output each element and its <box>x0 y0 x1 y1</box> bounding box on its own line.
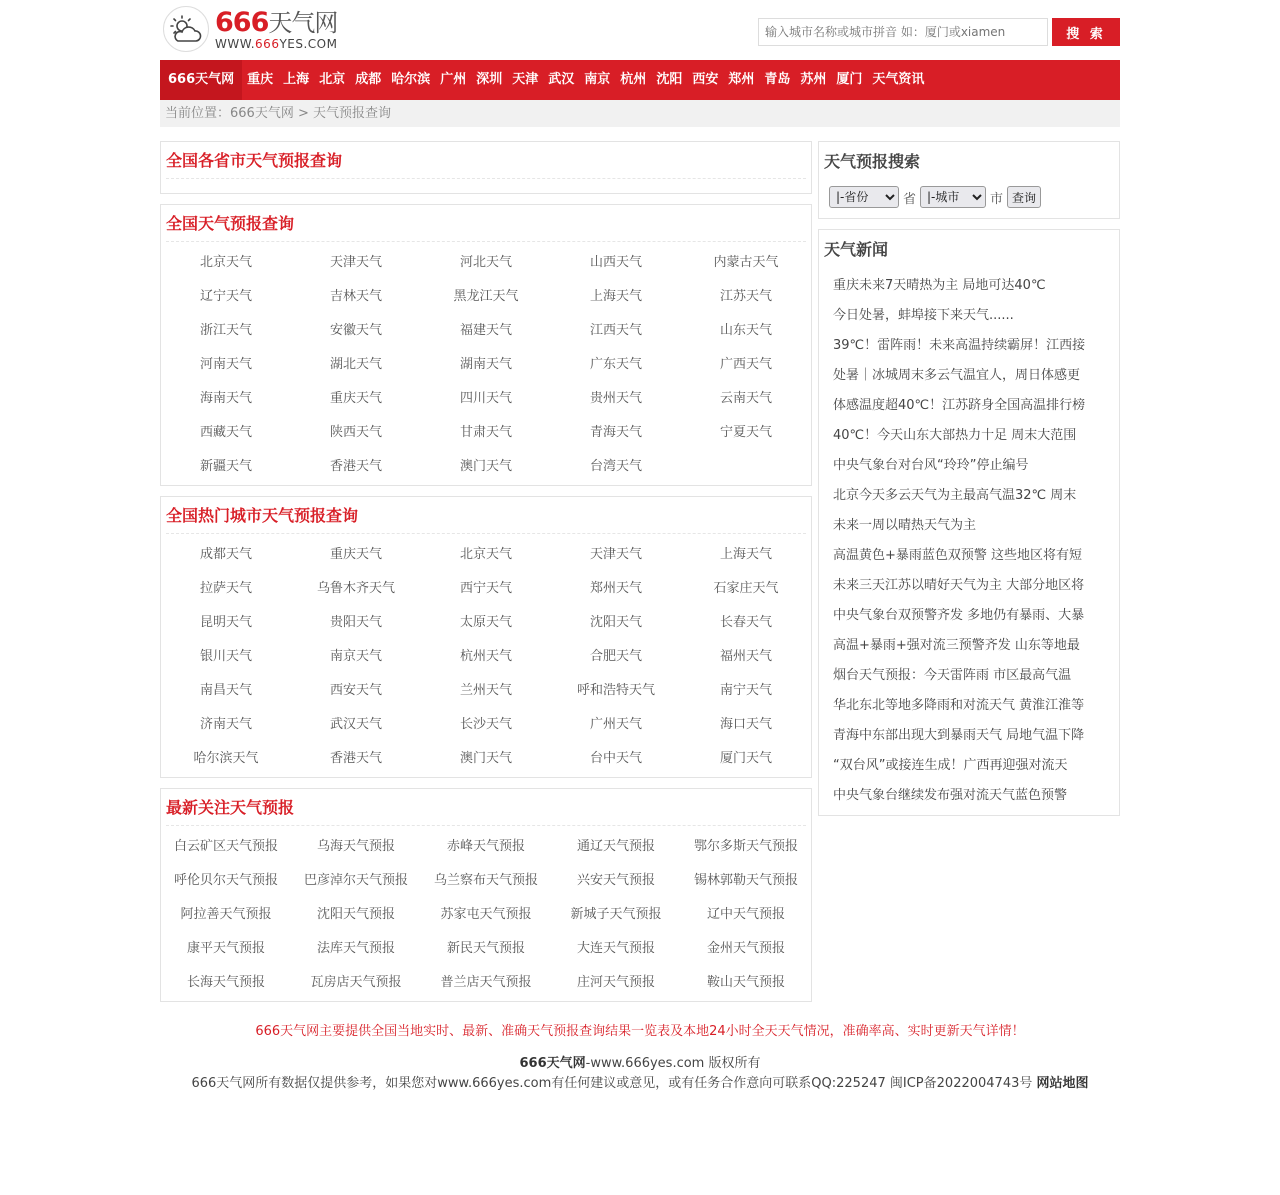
weather-link[interactable]: 巴彦淖尔天气预报 <box>303 873 408 888</box>
national-weather-box <box>160 204 812 486</box>
section-title: 全国天气预报查询 <box>166 205 806 242</box>
news-item[interactable]: 今日处暑，蚌埠接下来天气...... <box>833 308 1014 323</box>
weather-link[interactable]: 长海天气预报 <box>186 975 265 990</box>
weather-link[interactable]: 贵州天气 <box>589 391 642 406</box>
weather-link[interactable]: 呼伦贝尔天气预报 <box>173 873 278 888</box>
weather-link[interactable]: 乌兰察布天气预报 <box>433 873 538 888</box>
search-button[interactable]: 搜 索 <box>1052 18 1120 46</box>
news-item[interactable]: 北京今天多云天气为主最高气温32℃ 周末 <box>833 488 1077 503</box>
weather-link[interactable]: 广州天气 <box>589 717 642 732</box>
weather-link[interactable]: 太原天气 <box>459 615 512 630</box>
weather-link[interactable]: 沈阳天气 <box>589 615 642 630</box>
weather-link[interactable]: 四川天气 <box>459 391 512 406</box>
weather-link[interactable]: 赤峰天气预报 <box>446 839 525 854</box>
news-list <box>819 268 1119 815</box>
sitemap-link[interactable]: 网站地图 <box>1036 1076 1089 1091</box>
nav-item[interactable]: 天津 <box>512 72 539 87</box>
weather-link[interactable]: 郑州天气 <box>589 581 642 596</box>
nav-item-home[interactable]: 666天气网 <box>160 60 242 100</box>
weather-link[interactable]: 甘肃天气 <box>459 425 512 440</box>
weather-link[interactable]: 乌海天气预报 <box>316 839 395 854</box>
breadcrumb-current: 天气预报查询 <box>313 106 392 121</box>
footer-slogan: 666天气网主要提供全国当地实时、最新、准确天气预报查询结果一览表及本地24小时全天天气情况，准确率高、实时更新天气详情！ <box>255 1024 1025 1039</box>
section-title: 全国各省市天气预报查询 <box>166 142 806 179</box>
latest-grid <box>161 826 811 1001</box>
weather-link[interactable]: 西宁天气 <box>459 581 512 596</box>
logo-title: 666天气网 <box>215 6 338 38</box>
news-item[interactable]: 未来三天江苏以晴好天气为主 大部分地区将 <box>833 578 1085 593</box>
weather-link[interactable]: 杭州天气 <box>459 649 512 664</box>
sidebar-title: 天气新闻 <box>824 240 889 259</box>
weather-link[interactable]: 福建天气 <box>459 323 512 338</box>
weather-link[interactable]: 鄂尔多斯天气预报 <box>693 839 798 854</box>
weather-link[interactable]: 哈尔滨天气 <box>193 751 259 766</box>
weather-link[interactable]: 上海天气 <box>719 547 772 562</box>
weather-link[interactable]: 广东天气 <box>589 357 642 372</box>
weather-link[interactable]: 山东天气 <box>719 323 772 338</box>
weather-link[interactable]: 西安天气 <box>329 683 382 698</box>
news-item[interactable]: “双台风”或接连生成！广西再迎强对流天 <box>833 758 1068 773</box>
weather-link[interactable]: 济南天气 <box>199 717 252 732</box>
nav-item[interactable]: 广州 <box>440 72 467 87</box>
weather-link[interactable]: 兰州天气 <box>459 683 512 698</box>
news-item[interactable]: 39℃！雷阵雨！未来高温持续霸屏！江西接 <box>833 338 1086 353</box>
weather-link[interactable]: 山西天气 <box>589 255 642 270</box>
weather-link[interactable]: 沈阳天气预报 <box>316 907 395 922</box>
weather-link[interactable]: 北京天气 <box>459 547 512 562</box>
city-select[interactable] <box>920 186 986 208</box>
weather-link[interactable]: 台湾天气 <box>589 459 642 474</box>
province-select[interactable] <box>829 186 899 208</box>
news-item[interactable]: 未来一周以晴热天气为主 <box>833 518 977 533</box>
news-item[interactable]: 青海中东部出现大到暴雨天气 局地气温下降 <box>833 728 1085 743</box>
weather-link[interactable]: 香港天气 <box>329 751 382 766</box>
weather-link[interactable]: 兴安天气预报 <box>576 873 655 888</box>
weather-link[interactable]: 石家庄天气 <box>713 581 779 596</box>
weather-link[interactable]: 法库天气预报 <box>316 941 395 956</box>
news-item[interactable]: 处暑｜冰城周末多云气温宜人，周日体感更 <box>833 368 1081 383</box>
breadcrumb-home-link[interactable]: 666天气网 <box>230 106 294 121</box>
weather-link[interactable]: 陕西天气 <box>329 425 382 440</box>
weather-link[interactable]: 新疆天气 <box>199 459 252 474</box>
nav-item[interactable]: 重庆 <box>247 72 274 87</box>
city-search-input[interactable] <box>758 18 1048 46</box>
news-item[interactable]: 中央气象台继续发布强对流天气蓝色预警 <box>833 788 1068 803</box>
weather-link[interactable]: 湖北天气 <box>329 357 382 372</box>
weather-link[interactable]: 重庆天气 <box>329 391 382 406</box>
footer-disclaimer: 666天气网所有数据仅提供参考，如果您对www.666yes.com有任何建议或意见，或有任务合作意向可联系QQ:225247 闽ICP备2022004743号 网站地图 <box>191 1076 1089 1091</box>
weather-link[interactable]: 澳门天气 <box>459 459 512 474</box>
weather-link[interactable]: 拉萨天气 <box>199 581 252 596</box>
news-item[interactable]: 体感温度超40℃！江苏跻身全国高温排行榜 <box>833 398 1086 413</box>
weather-link[interactable]: 南宁天气 <box>719 683 772 698</box>
news-item[interactable]: 40℃！今天山东大部热力十足 周末大范围 <box>833 428 1077 443</box>
site-header <box>160 0 1120 60</box>
weather-link[interactable]: 合肥天气 <box>589 649 642 664</box>
region-select-form <box>819 180 1119 218</box>
weather-link[interactable]: 普兰店天气预报 <box>440 975 532 990</box>
weather-link[interactable]: 庄河天气预报 <box>576 975 655 990</box>
weather-link[interactable]: 贵阳天气 <box>329 615 382 630</box>
nav-item[interactable]: 西安 <box>692 72 719 87</box>
weather-link[interactable]: 新城子天气预报 <box>570 907 662 922</box>
weather-link[interactable]: 阿拉善天气预报 <box>180 907 272 922</box>
weather-link[interactable]: 南京天气 <box>329 649 382 664</box>
news-item[interactable]: 高温+暴雨+强对流三预警齐发 山东等地最 <box>833 638 1080 653</box>
weather-link[interactable]: 河北天气 <box>459 255 512 270</box>
nav-item[interactable]: 杭州 <box>620 72 647 87</box>
logo-subtitle: WWW.666YES.COM <box>215 36 338 51</box>
weather-link[interactable]: 金州天气预报 <box>706 941 785 956</box>
weather-link[interactable]: 昆明天气 <box>199 615 252 630</box>
weather-link[interactable]: 内蒙古天气 <box>713 255 779 270</box>
weather-cloud-sun-icon <box>163 6 209 52</box>
weather-link[interactable]: 武汉天气 <box>329 717 382 732</box>
main-nav <box>160 60 1120 100</box>
latest-forecast-box <box>160 788 812 1002</box>
weather-link[interactable]: 海南天气 <box>199 391 252 406</box>
weather-link[interactable]: 海口天气 <box>719 717 772 732</box>
sidebar-title: 天气预报搜索 <box>824 152 921 171</box>
weather-link[interactable]: 辽中天气预报 <box>706 907 785 922</box>
weather-link[interactable]: 北京天气 <box>199 255 252 270</box>
nav-item[interactable]: 厦门 <box>836 72 863 87</box>
weather-link[interactable]: 西藏天气 <box>199 425 252 440</box>
nav-item[interactable]: 沈阳 <box>656 72 683 87</box>
weather-link[interactable]: 银川天气 <box>199 649 252 664</box>
weather-link[interactable]: 瓦房店天气预报 <box>310 975 402 990</box>
weather-link[interactable]: 长春天气 <box>719 615 772 630</box>
forecast-search-box <box>818 141 1120 219</box>
nav-item[interactable]: 上海 <box>283 72 310 87</box>
weather-link[interactable]: 安徽天气 <box>329 323 382 338</box>
news-item[interactable]: 华北东北等地多降雨和对流天气 黄淮江淮等 <box>833 698 1085 713</box>
weather-link[interactable]: 天津天气 <box>329 255 382 270</box>
section-title: 全国热门城市天气预报查询 <box>166 497 806 534</box>
news-item[interactable]: 烟台天气预报：今天雷阵雨 市区最高气温 <box>833 668 1072 683</box>
weather-link[interactable]: 南昌天气 <box>199 683 252 698</box>
city-unit-label: 市 <box>990 191 1004 207</box>
city-search <box>758 18 1120 46</box>
breadcrumb-label: 当前位置： <box>165 106 231 121</box>
nav-item[interactable]: 深圳 <box>476 72 503 87</box>
hot-cities-grid <box>161 534 811 777</box>
weather-link[interactable]: 厦门天气 <box>719 751 772 766</box>
weather-link[interactable]: 通辽天气预报 <box>576 839 655 854</box>
site-logo[interactable] <box>163 6 337 52</box>
weather-link[interactable]: 江苏天气 <box>719 289 772 304</box>
weather-link[interactable]: 吉林天气 <box>329 289 382 304</box>
weather-link[interactable]: 香港天气 <box>329 459 382 474</box>
weather-link[interactable]: 青海天气 <box>589 425 642 440</box>
weather-link[interactable]: 呼和浩特天气 <box>576 683 655 698</box>
province-unit-label: 省 <box>903 191 917 207</box>
breadcrumb-separator: > <box>293 106 314 121</box>
weather-link[interactable]: 康平天气预报 <box>186 941 265 956</box>
nav-item[interactable]: 青岛 <box>764 72 791 87</box>
nav-item[interactable]: 苏州 <box>800 72 827 87</box>
weather-link[interactable]: 乌鲁木齐天气 <box>316 581 395 596</box>
footer-copyright: 666天气网-www.666yes.com 版权所有 <box>519 1056 761 1071</box>
nav-item[interactable]: 北京 <box>319 72 346 87</box>
weather-link[interactable]: 重庆天气 <box>329 547 382 562</box>
weather-link[interactable]: 新民天气预报 <box>446 941 525 956</box>
weather-link[interactable]: 成都天气 <box>199 547 252 562</box>
weather-link[interactable]: 鞍山天气预报 <box>706 975 785 990</box>
query-button[interactable]: 查询 <box>1007 186 1041 208</box>
weather-link[interactable]: 广西天气 <box>719 357 772 372</box>
weather-link[interactable]: 澳门天气 <box>459 751 512 766</box>
weather-link[interactable]: 白云矿区天气预报 <box>173 839 278 854</box>
section-title: 最新关注天气预报 <box>166 789 806 826</box>
national-grid <box>161 242 811 485</box>
news-item[interactable]: 中央气象台双预警齐发 多地仍有暴雨、大暴 <box>833 608 1085 623</box>
nav-item[interactable]: 郑州 <box>728 72 755 87</box>
weather-link[interactable]: 大连天气预报 <box>576 941 655 956</box>
nav-item[interactable]: 成都 <box>355 72 382 87</box>
nav-item[interactable]: 哈尔滨 <box>391 72 431 87</box>
site-footer <box>160 1022 1120 1094</box>
weather-link[interactable]: 黑龙江天气 <box>453 289 519 304</box>
weather-link[interactable]: 台中天气 <box>589 751 642 766</box>
weather-link[interactable]: 苏家屯天气预报 <box>440 907 532 922</box>
weather-link[interactable]: 宁夏天气 <box>719 425 772 440</box>
weather-link[interactable]: 浙江天气 <box>199 323 252 338</box>
news-item[interactable]: 中央气象台对台风“玲玲”停止编号 <box>833 458 1029 473</box>
weather-link[interactable]: 上海天气 <box>589 289 642 304</box>
provinces-box <box>160 141 812 194</box>
weather-link[interactable]: 湖南天气 <box>459 357 512 372</box>
weather-link[interactable]: 锡林郭勒天气预报 <box>693 873 798 888</box>
news-item[interactable]: 重庆未来7天晴热为主 局地可达40℃ <box>833 278 1046 293</box>
news-item[interactable]: 高温黄色+暴雨蓝色双预警 这些地区将有短 <box>833 548 1083 563</box>
weather-news-box <box>818 229 1120 816</box>
nav-item-weather-news[interactable]: 天气资讯 <box>872 72 925 87</box>
weather-link[interactable]: 天津天气 <box>589 547 642 562</box>
nav-item[interactable]: 武汉 <box>548 72 575 87</box>
weather-link[interactable]: 河南天气 <box>199 357 252 372</box>
weather-link[interactable]: 长沙天气 <box>459 717 512 732</box>
weather-link[interactable]: 江西天气 <box>589 323 642 338</box>
breadcrumb <box>160 100 1120 127</box>
nav-item[interactable]: 南京 <box>584 72 611 87</box>
weather-link[interactable]: 辽宁天气 <box>199 289 252 304</box>
hot-cities-box <box>160 496 812 778</box>
weather-link[interactable]: 福州天气 <box>719 649 772 664</box>
weather-link[interactable]: 云南天气 <box>719 391 772 406</box>
